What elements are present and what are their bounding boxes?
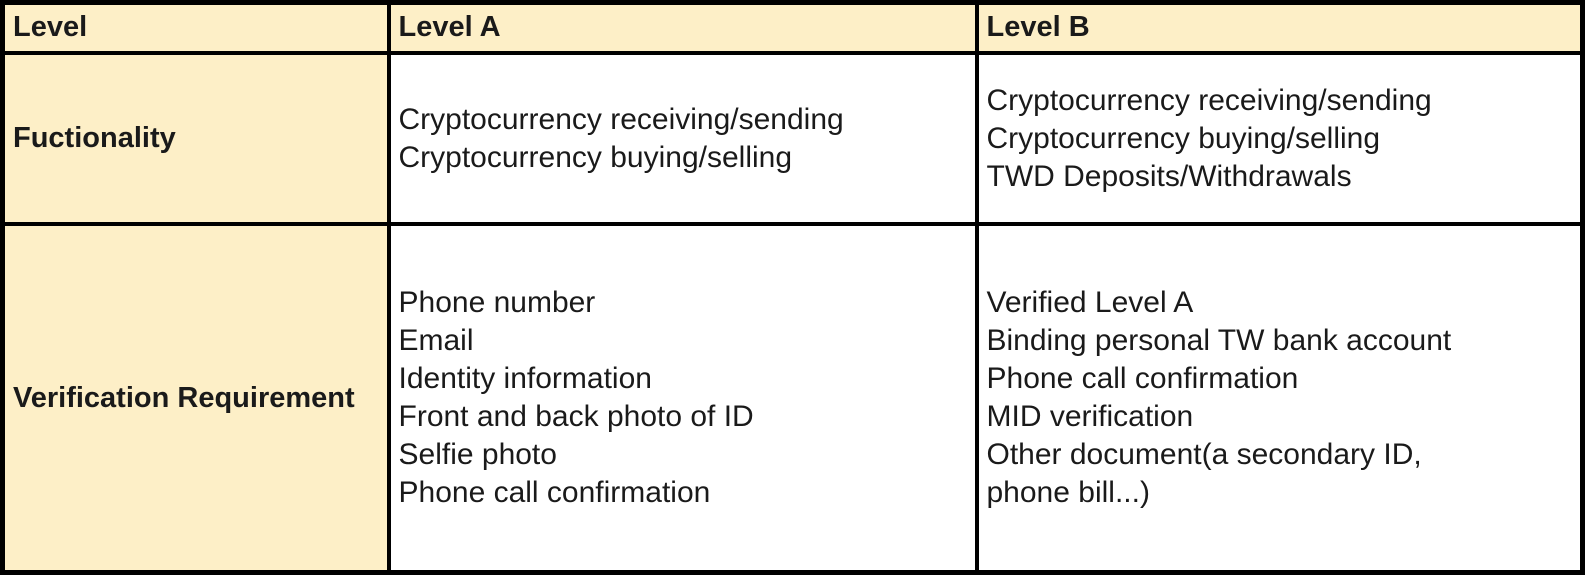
list-item: Email [398, 324, 474, 358]
header-level-label: Level [3, 3, 389, 53]
list-item: Identity information [398, 362, 652, 396]
table-header-row [3, 3, 1583, 53]
list-item: Binding personal TW bank account [986, 324, 1452, 358]
list-item: Cryptocurrency receiving/sending [986, 83, 1432, 117]
list-item: MID verification [986, 400, 1194, 434]
list-item: Phone call confirmation [986, 362, 1299, 396]
functionality-level-a-cell [389, 53, 977, 225]
list-item: Phone number [398, 286, 596, 320]
header-level-a: Level A [389, 3, 977, 53]
header-level-b: Level B [977, 3, 1583, 53]
verification-level-a-cell [389, 224, 977, 572]
row-label-functionality: Fuctionality [3, 53, 389, 225]
list-item: Other document(a secondary ID, [986, 438, 1422, 472]
list-item: Cryptocurrency buying/selling [986, 121, 1381, 155]
list-item: Front and back photo of ID [398, 400, 754, 434]
row-label-verification: Verification Requirement [3, 224, 389, 572]
verification-level-b-cell [977, 224, 1583, 572]
list-item: Phone call confirmation [398, 476, 711, 510]
table-row-functionality [3, 53, 1583, 225]
table-row-verification [3, 224, 1583, 572]
list-item: TWD Deposits/Withdrawals [986, 159, 1352, 193]
list-item: Verified Level A [986, 286, 1194, 320]
list-item: phone bill...) [986, 476, 1150, 510]
list-item: Cryptocurrency receiving/sending [398, 102, 844, 136]
functionality-level-b-cell [977, 53, 1583, 225]
list-item: Cryptocurrency buying/selling [398, 140, 793, 174]
list-item: Selfie photo [398, 438, 557, 472]
